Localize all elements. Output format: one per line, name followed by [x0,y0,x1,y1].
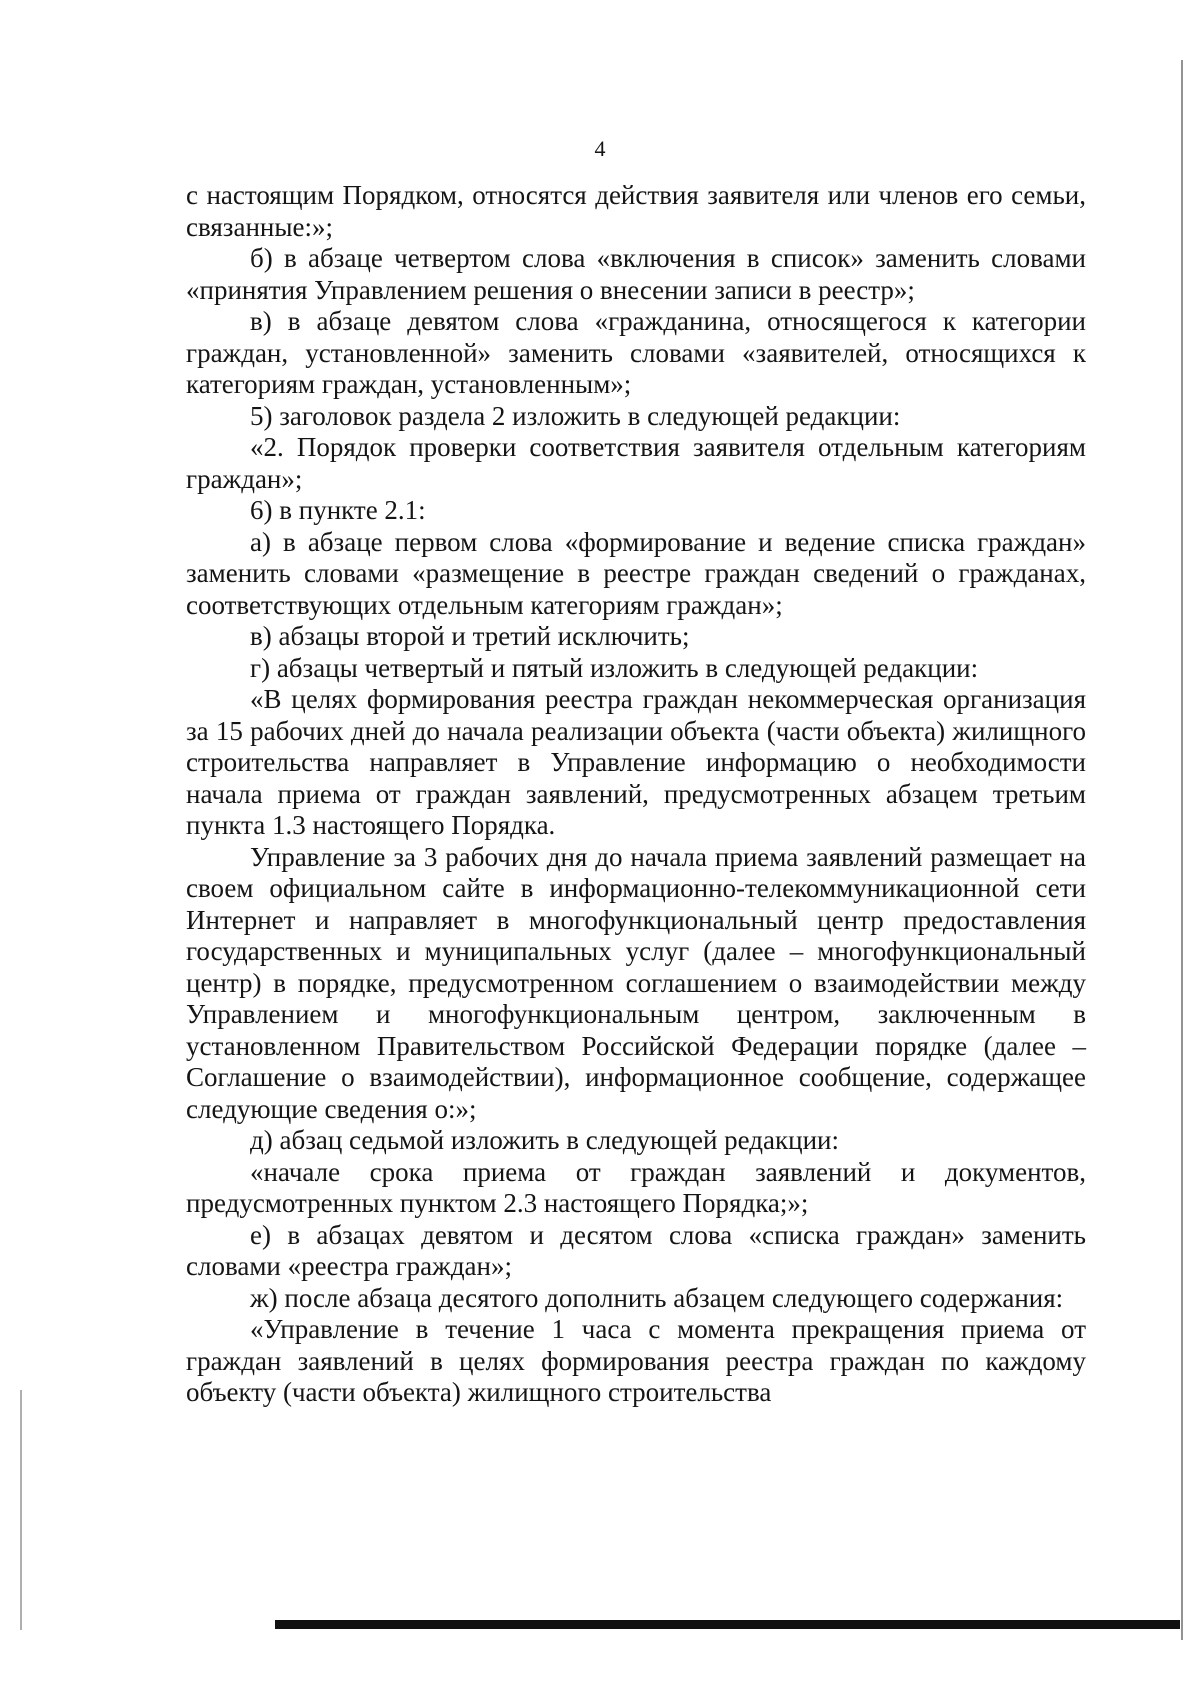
paragraph: д) абзац седьмой изложить в следующей редакции: [250,1125,839,1155]
paragraph: Управление за 3 рабочих дня до начала приема заявлений размещает на своем официальном сайте в информационно-телекоммуникационной сети Интернет и направляет в многофункциональный центр предоставления государственных и муниципальных услуг (далее – многофункциональный центр) в порядке, предусмотренном соглашением о взаимодействии между Управлением и многофункциональным центром, заключенным в установленном Правительством Российской Федерации порядке (далее – Соглашение о взаимодействии), информационное сообщение, содержащее следующие сведения о:»; [186,841,1086,1124]
paragraph: 6) в пункте 2.1: [250,495,426,525]
scan-edge-line [20,1390,22,1630]
paragraph: «В целях формирования реестра граждан некоммерческая организация за 15 рабочих дней до начала реализации объекта (части объекта) жилищного строительства направляет в Управление информацию о необходимости начала приема от граждан заявлений, предусмотренных абзацем третьим пункта 1.3 настоящего Порядка. [186,684,1086,840]
paragraph: «Управление в течение 1 часа с момента прекращения приема от граждан заявлений в целях формирования реестра граждан по каждому объекту (части объекта) жилищного строительства [186,1314,1086,1407]
page-number: 4 [594,136,606,161]
paragraph: «начале срока приема от граждан заявлений и документов, предусмотренных пунктом 2.3 настоящего Порядка;»; [186,1156,1086,1218]
paragraph: в) абзацы второй и третий исключить; [250,621,690,651]
paragraph: ж) после абзаца десятого дополнить абзацем следующего содержания: [250,1282,1064,1313]
paragraph: е) в абзацах девятом и десятом слова «списка граждан» заменить словами «реестра граждан»; [186,1219,1086,1281]
paragraph: г) абзацы четвертый и пятый изложить в следующей редакции: [250,652,979,683]
document-body [186,180,1086,1409]
paragraph: б) в абзаце четвертом слова «включения в список» заменить словами «принятия Управлением решения о внесении записи в реестр»; [186,243,1086,305]
paragraph: 5) заголовок раздела 2 изложить в следующей редакции: [250,400,901,431]
section-heading-quote: «2. Порядок проверки соответствия заявителя отдельным категориям граждан»; [186,432,1086,494]
scan-edge-line [1181,60,1183,1640]
paragraph: с настоящим Порядком, относятся действия заявителя или членов его семьи, связанные:»; [186,180,1086,242]
paragraph: а) в абзаце первом слова «формирование и ведение списка граждан» заменить словами «размещение в реестре граждан сведений о гражданах, соответствующих отдельным категориям граждан»; [186,526,1086,620]
scan-bottom-bar [275,1620,1180,1629]
paragraph: в) в абзаце девятом слова «гражданина, относящегося к категории граждан, установленной» заменить словами «заявителей, относящихся к категориям граждан, установленным»; [186,306,1086,399]
